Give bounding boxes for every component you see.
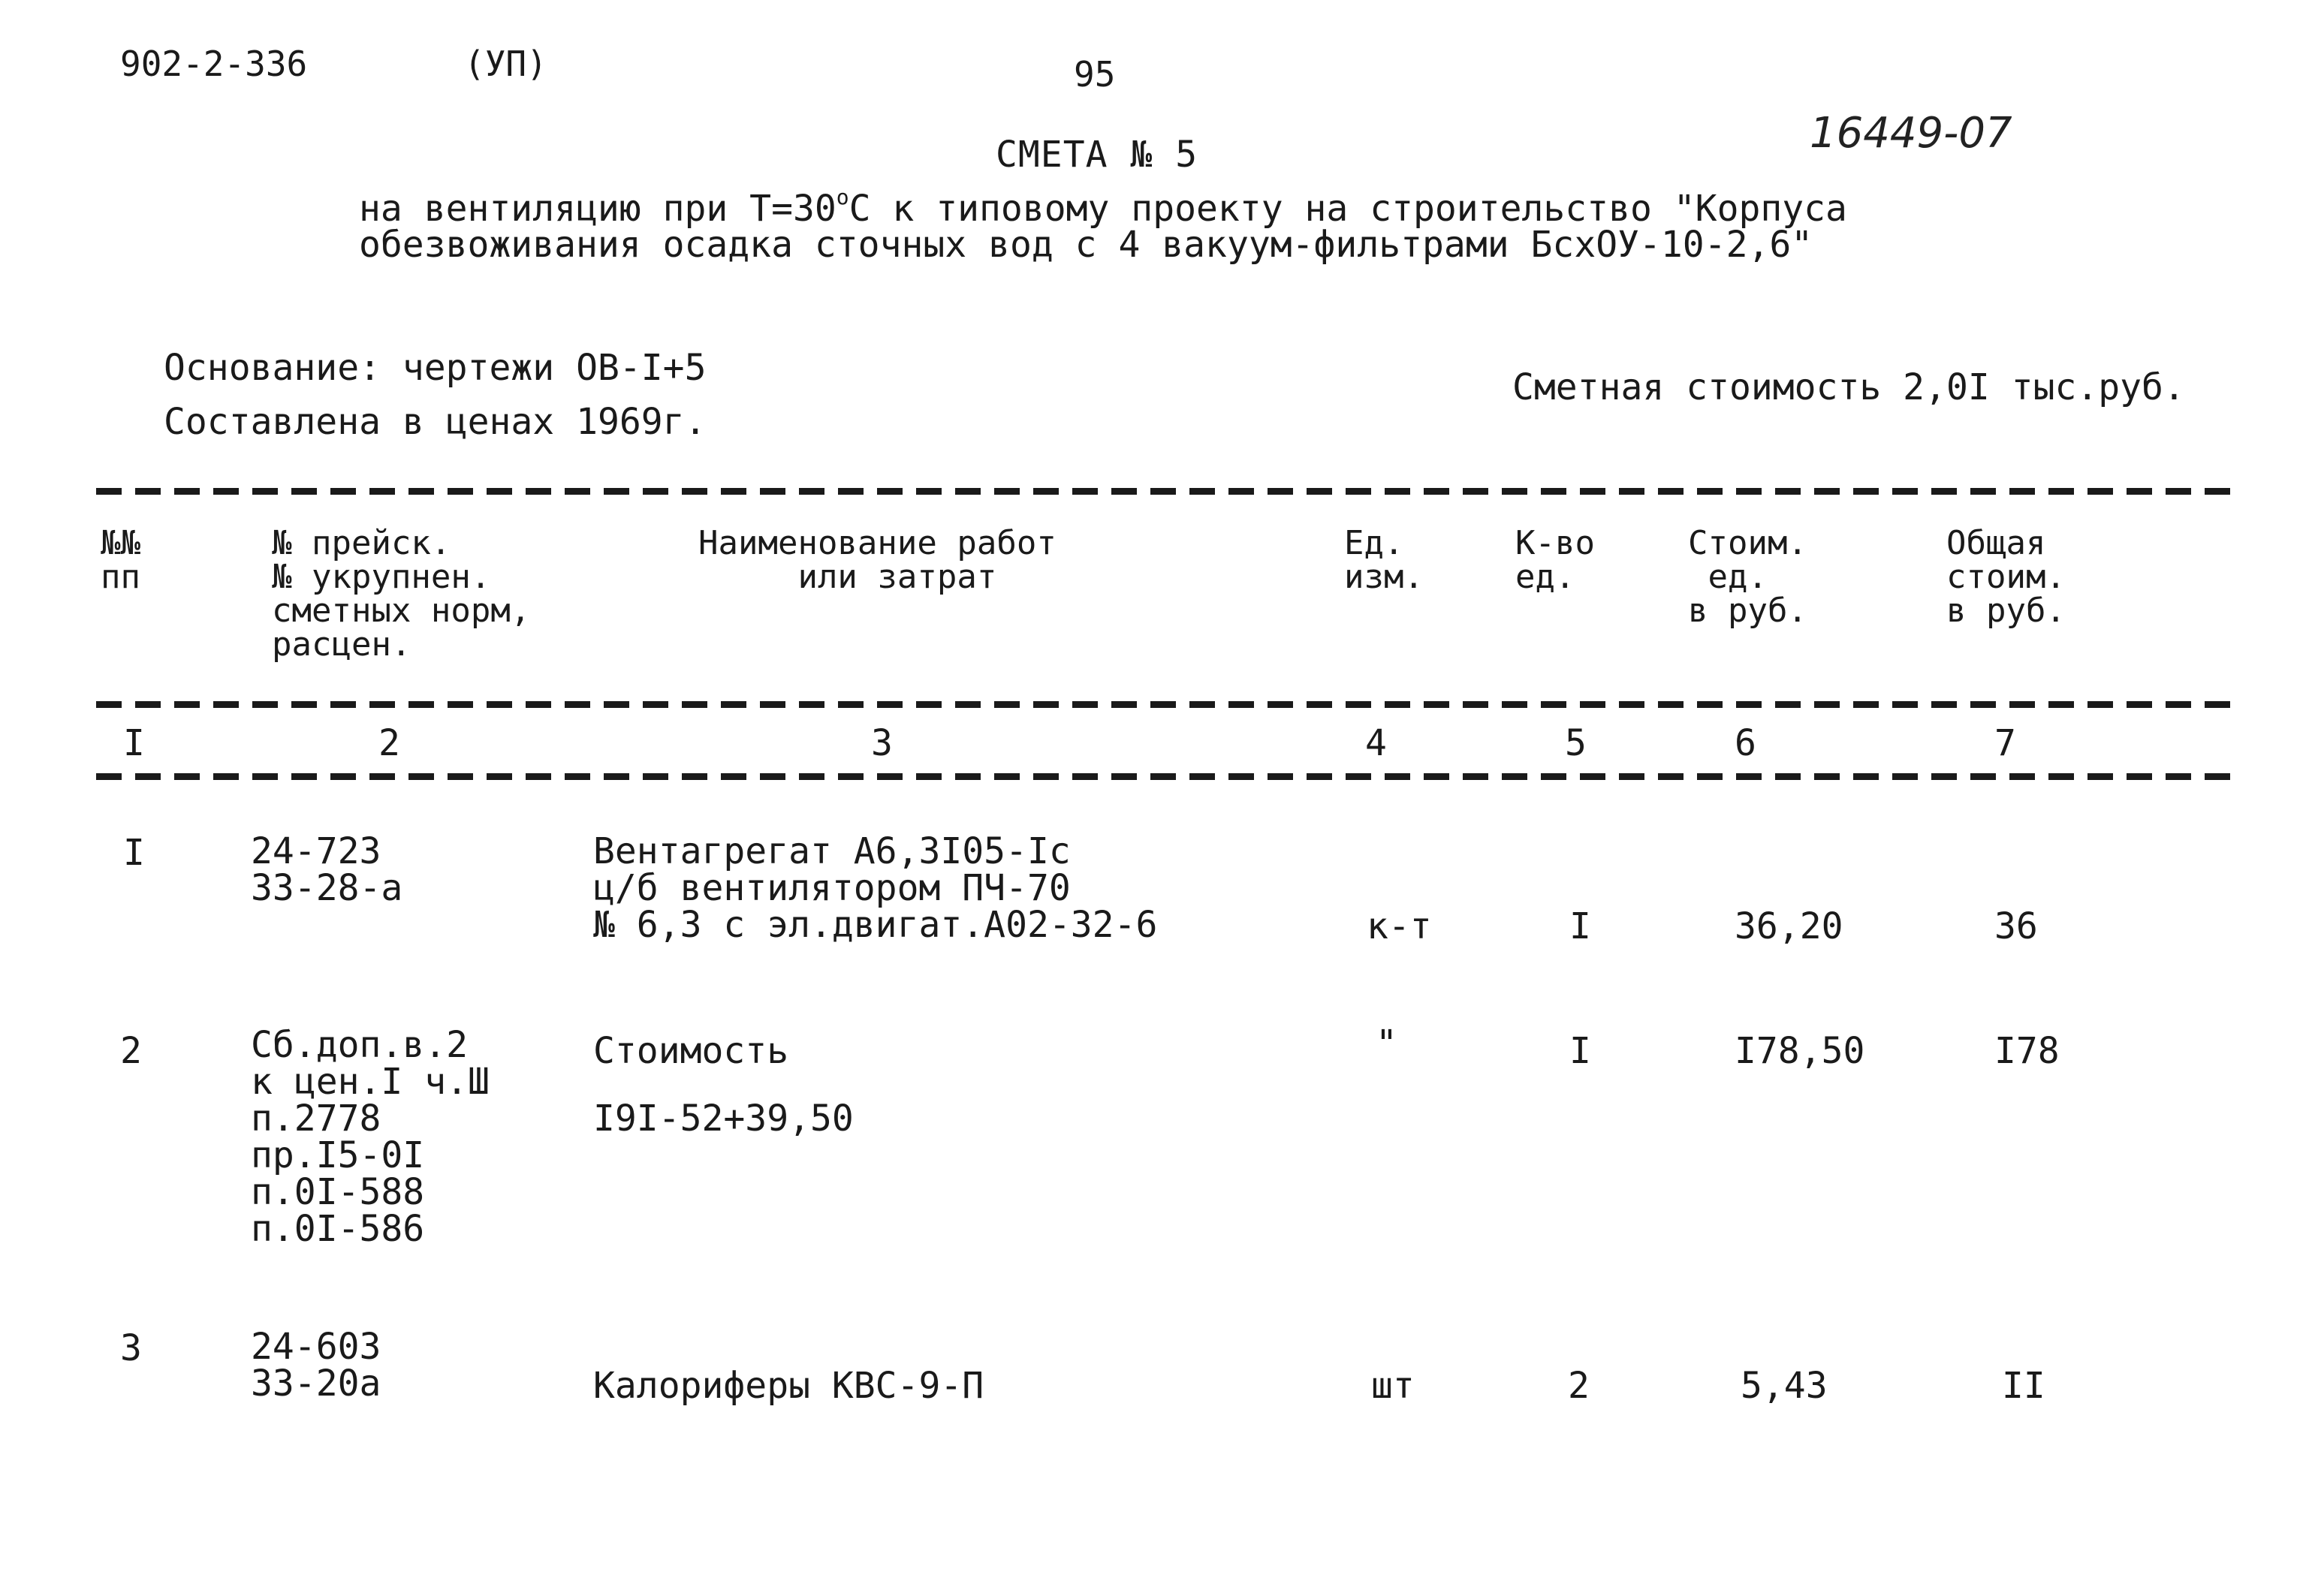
row-2-total: I78 xyxy=(1994,1030,2060,1072)
column-number-3: 3 xyxy=(871,722,893,764)
table-top-rule xyxy=(96,488,2236,495)
series-mark: (УП) xyxy=(464,44,547,84)
row-1-name: Вентагрегат А6,3I05-Iс ц/б вентилятором ПЧ-70 № 6,3 с эл.двигат.А02-32-6 xyxy=(593,830,1158,946)
row-3-unit-price: 5,43 xyxy=(1741,1365,1828,1407)
column-number-4: 4 xyxy=(1365,722,1387,764)
row-2-code: Сб.доп.в.2 к цен.I ч.Ш п.2778 пр.I5-0I п.0I-588 п.0I-586 xyxy=(251,1024,490,1250)
header-price-code: № прейск. № укрупнен. сметных норм, расцен. xyxy=(272,524,531,664)
row-3-quantity: 2 xyxy=(1568,1365,1590,1407)
row-2-name: Стоимость xyxy=(593,1030,789,1072)
header-bottom-rule xyxy=(96,701,2236,708)
prices-text: Составлена в ценах 1969г. xyxy=(164,401,707,443)
column-numbers-rule xyxy=(96,773,2236,780)
header-work-name: Наименование работ или затрат xyxy=(698,524,1057,596)
row-3-name: Калориферы КВС-9-П xyxy=(593,1365,984,1407)
column-number-5: 5 xyxy=(1565,722,1587,764)
row-1-unit-price: 36,20 xyxy=(1735,905,1843,947)
header-unit-price: Стоим. ед. в руб. xyxy=(1688,524,1807,630)
column-number-2: 2 xyxy=(378,722,400,764)
header-quantity: К-во ед. xyxy=(1515,524,1595,596)
row-1-number: I xyxy=(123,832,145,874)
archive-number: 16449-07 xyxy=(1810,109,2012,158)
header-total-price: Общая стоим. в руб. xyxy=(1946,524,2066,630)
row-2-unit-price: I78,50 xyxy=(1735,1030,1865,1072)
estimated-cost: Сметная стоимость 2,0I тыс.руб. xyxy=(1512,366,2185,408)
row-1-unit: к-т xyxy=(1367,905,1432,947)
estimate-subtitle-line1: на вентиляцию при $Т=30^оС$ к типовому проекту на строительство "Корпуса xyxy=(359,185,1847,230)
column-number-7: 7 xyxy=(1994,722,2016,764)
header-unit: Ед. изм. xyxy=(1344,524,1424,596)
row-3-number: 3 xyxy=(120,1327,142,1369)
header-row-number: №№ пп xyxy=(101,524,140,596)
row-1-quantity: I xyxy=(1569,905,1591,947)
basis-text: Основание: чертежи ОВ-I+5 xyxy=(164,347,707,389)
column-number-6: 6 xyxy=(1735,722,1756,764)
row-1-code: 24-723 33-28-а xyxy=(251,830,403,909)
row-2-number: 2 xyxy=(120,1030,142,1072)
row-3-total: II xyxy=(2002,1365,2045,1407)
page-number: 95 xyxy=(1074,54,1116,95)
estimate-subtitle-line2: обезвоживания осадка сточных вод с 4 вакуум-фильтрами БсхОУ-10-2,6" xyxy=(359,224,1813,266)
row-2-calculation: I9I-52+39,50 xyxy=(593,1098,854,1140)
row-2-unit: " xyxy=(1376,1022,1397,1065)
row-2-quantity: I xyxy=(1569,1030,1591,1072)
row-1-total: 36 xyxy=(1994,905,2038,947)
row-3-unit: шт xyxy=(1371,1365,1415,1407)
estimate-heading: СМЕТА № 5 xyxy=(996,134,1198,176)
document-code: 902-2-336 xyxy=(120,44,308,84)
row-3-code: 24-603 33-20а xyxy=(251,1326,381,1405)
column-number-1: I xyxy=(123,722,145,764)
